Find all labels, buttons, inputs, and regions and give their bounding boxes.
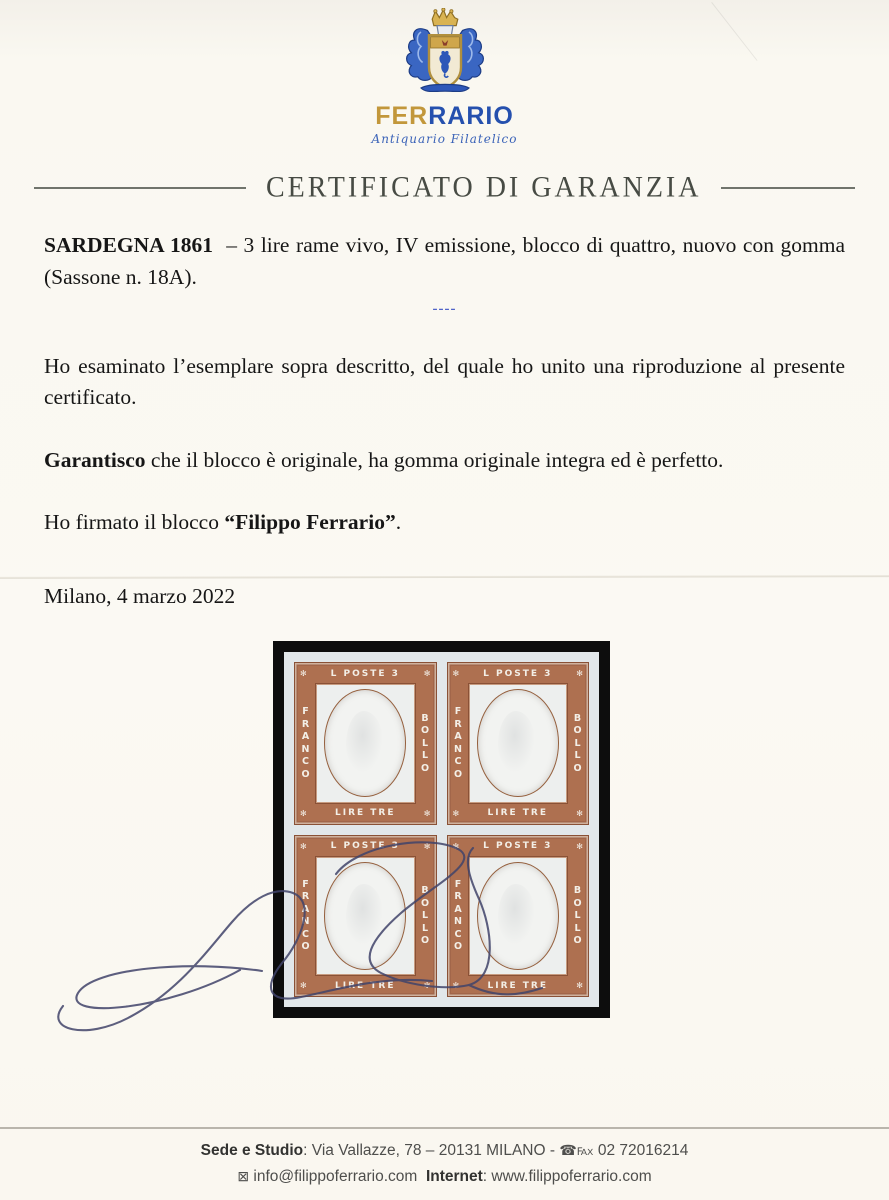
stamp-top-label: L POSTE 3 xyxy=(483,668,553,679)
stamp xyxy=(447,662,590,825)
stamp-bottom-band xyxy=(450,805,587,822)
stamp-bottom-band xyxy=(450,977,587,994)
stamp-left-label: F R A N C O xyxy=(453,878,463,953)
stamp-center-frame xyxy=(468,683,569,804)
email-icon: ⊠ xyxy=(237,1168,250,1185)
coat-of-arms-icon xyxy=(397,8,493,100)
email-address: info@filippoferrario.com xyxy=(249,1168,426,1186)
stamp-middle xyxy=(297,855,434,978)
brand-suffix: RARIO xyxy=(428,102,514,130)
stamp-left-label: F R A N C O xyxy=(301,878,310,953)
corner-ornament-icon: ✻ xyxy=(423,841,431,851)
fax-icon: ℻ xyxy=(576,1142,594,1158)
address-label: Sede e Studio xyxy=(200,1142,304,1159)
stamp-top-band xyxy=(450,838,587,855)
corner-ornament-icon: ✻ xyxy=(423,981,431,990)
address-text: : Via Vallazze, 78 – 20131 MILANO - xyxy=(303,1142,560,1159)
stamp-bottom-band xyxy=(297,977,434,994)
stamp-right-label: B O L L O xyxy=(573,712,582,774)
item-details: – 3 lire rame vivo, IV emissione, blocco di quattro, nuovo con gomma (Sassone n. 18A). xyxy=(44,233,851,289)
certificate-title: CERTIFICATO DI GARANZIA xyxy=(266,171,702,204)
stamp-center-frame xyxy=(315,683,416,804)
stamp-bottom-band xyxy=(297,805,434,822)
stamp-center-frame xyxy=(315,856,416,977)
stamp-bottom-label: LIRE TRE xyxy=(334,808,396,818)
guarantee-keyword: Garantisco xyxy=(44,448,146,473)
stamp-middle xyxy=(297,682,434,805)
embossed-portrait-oval xyxy=(477,689,559,797)
brand-name xyxy=(0,102,889,131)
section-divider: ---- xyxy=(432,300,457,317)
stamp-right-label: B O L L O xyxy=(420,885,430,946)
footer-divider xyxy=(0,1127,889,1129)
corner-ornament-icon: ✻ xyxy=(452,841,460,851)
brand-prefix: FER xyxy=(375,102,429,130)
item-title: SARDEGNA 1861 xyxy=(44,233,214,257)
corner-ornament-icon: ✻ xyxy=(300,808,307,818)
ferrario-crest-logo xyxy=(0,0,889,100)
signer-name: “Filippo Ferrario” xyxy=(224,510,396,535)
stamp-top-band xyxy=(297,838,434,855)
embossed-portrait-oval xyxy=(324,862,406,970)
footer-address-line xyxy=(0,1138,889,1164)
phone-number: 02 72016214 xyxy=(593,1142,689,1159)
stamp xyxy=(294,835,437,998)
stamp-middle xyxy=(450,855,587,978)
corner-ornament-icon: ✻ xyxy=(576,841,583,851)
stamp-bottom-label: LIRE TRE xyxy=(334,980,396,991)
corner-ornament-icon: ✻ xyxy=(576,981,583,990)
corner-ornament-icon: ✻ xyxy=(452,808,460,818)
paragraph-guarantee xyxy=(44,445,845,477)
corner-ornament-icon: ✻ xyxy=(423,808,431,818)
stamp-sheet xyxy=(284,652,599,1007)
phone-icon: ☎ xyxy=(559,1142,577,1158)
stamp-top-band xyxy=(297,665,434,682)
stamp xyxy=(294,662,437,825)
website-url: www.filippoferrario.com xyxy=(491,1168,652,1186)
item-description xyxy=(44,230,851,294)
stamp-right-label: B O L L O xyxy=(420,712,430,774)
footer xyxy=(0,1138,889,1191)
stamp-right-label: B O L L O xyxy=(573,885,582,946)
embossed-portrait-oval xyxy=(477,862,559,970)
stamp xyxy=(447,835,590,998)
stamp-block-photo xyxy=(273,641,610,1018)
guarantee-text: che il blocco è originale, ha gomma originale integra ed è perfetto. xyxy=(145,448,724,473)
stamp-top-label: L POSTE 3 xyxy=(330,668,400,679)
corner-ornament-icon: ✻ xyxy=(300,981,307,990)
stamp-left-label: F R A N C O xyxy=(453,706,463,780)
heading-rule-right xyxy=(721,187,855,189)
corner-ornament-icon: ✻ xyxy=(452,669,460,678)
paragraph-examined: Ho esaminato l’esemplare sopra descritto, del quale ho unito una riproduzione al presente certificato. xyxy=(44,353,845,410)
stamp-middle xyxy=(450,682,587,805)
heading-row xyxy=(34,172,855,204)
corner-ornament-icon: ✻ xyxy=(452,981,460,990)
corner-ornament-icon: ✻ xyxy=(576,808,583,818)
signed-text: Ho firmato il blocco xyxy=(44,510,225,535)
certificate-body xyxy=(44,230,851,613)
corner-ornament-icon: ✻ xyxy=(576,669,583,678)
place-and-date: Milano, 4 marzo 2022 xyxy=(44,583,236,608)
heading-rule-left xyxy=(34,187,246,189)
stamp-center-frame xyxy=(468,856,569,977)
brand-tagline: Antiquario Filatelico xyxy=(371,132,518,146)
internet-sep: : xyxy=(482,1168,492,1186)
stamp-bottom-label: LIRE TRE xyxy=(487,980,548,991)
stamp-top-band xyxy=(450,665,587,682)
embossed-portrait-oval xyxy=(324,689,406,797)
stamp-bottom-label: LIRE TRE xyxy=(487,808,548,818)
stamp-left-label: F R A N C O xyxy=(301,706,310,780)
corner-ornament-icon: ✻ xyxy=(300,841,307,851)
stamp-top-label: L POSTE 3 xyxy=(330,841,400,851)
footer-contact-line xyxy=(0,1164,889,1190)
internet-label: Internet xyxy=(425,1168,483,1186)
corner-ornament-icon: ✻ xyxy=(423,669,431,678)
signed-period: . xyxy=(395,510,402,535)
corner-ornament-icon: ✻ xyxy=(300,669,307,678)
paragraph-signed xyxy=(44,507,845,539)
stamp-top-label: L POSTE 3 xyxy=(483,841,553,851)
